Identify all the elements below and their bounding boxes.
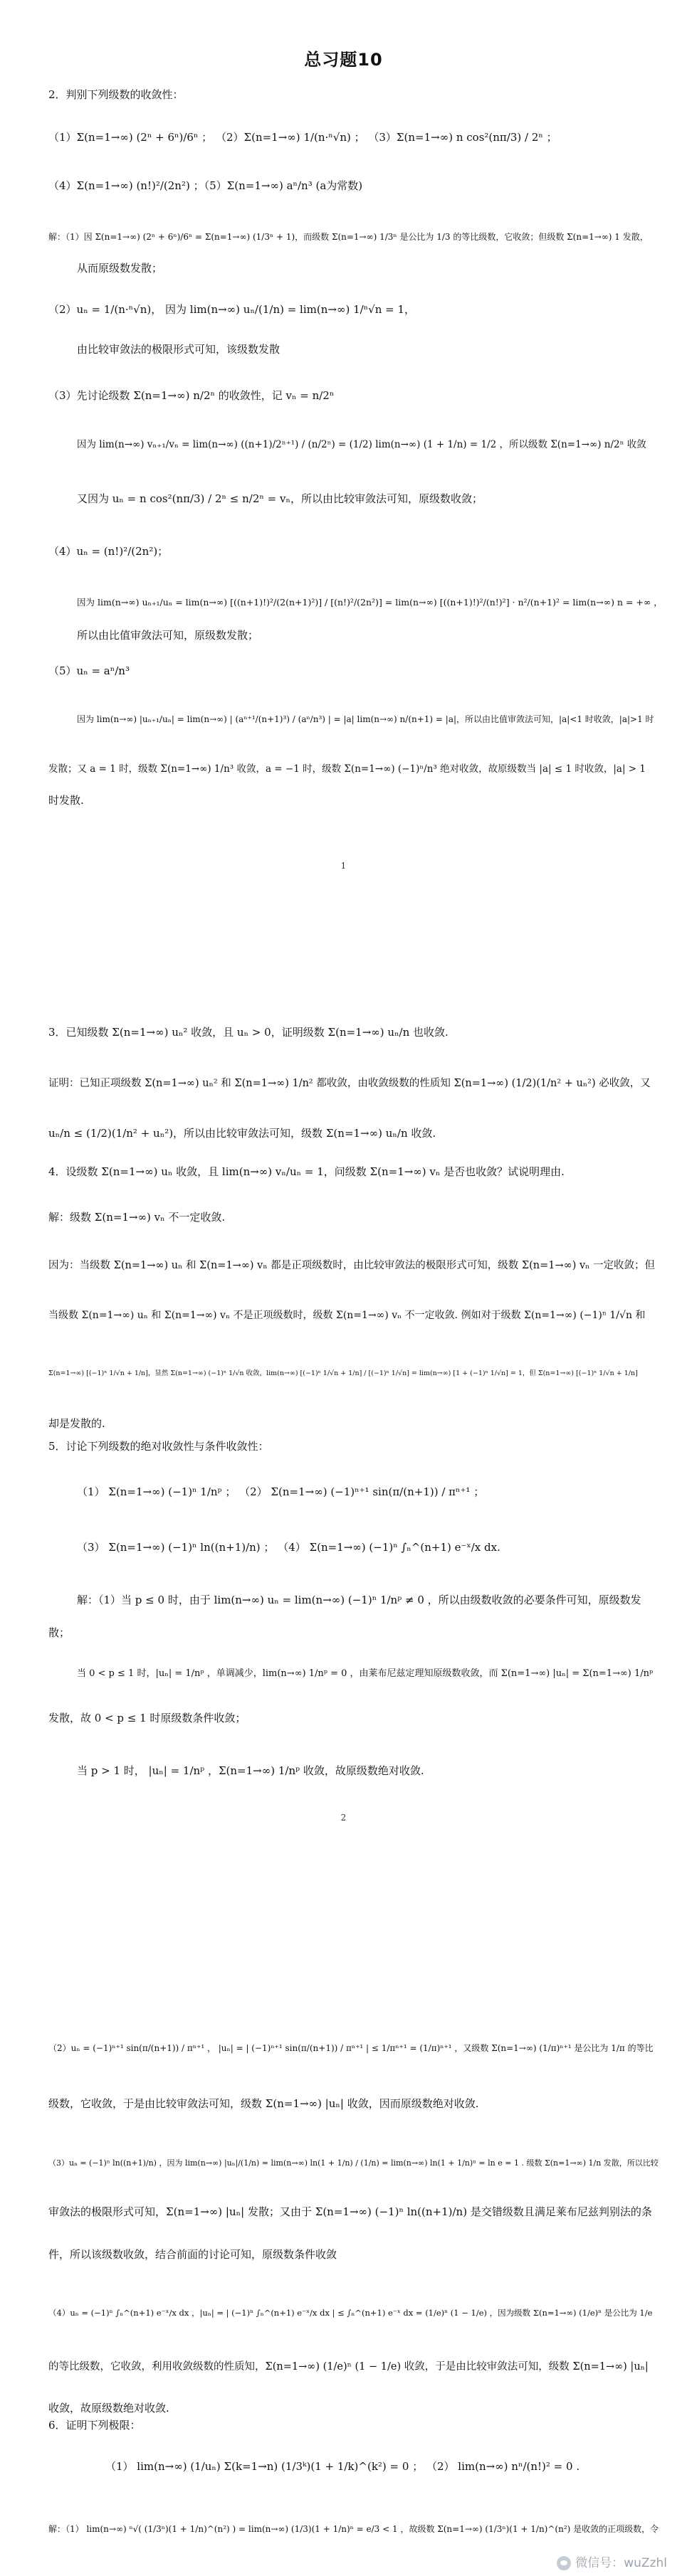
watermark xyxy=(557,2553,667,2570)
question-3-proof-line-2: uₙ/n ≤ (1/2)(1/n² + uₙ²)，所以由比较审敛法可知，级数 Σ(n=1→∞) uₙ/n 收敛. xyxy=(48,1127,436,1140)
question-5-items-row-2: （3） Σ(n=1→∞) (−1)ⁿ ln((n+1)/n) ； （4） Σ(n=1→∞) (−1)ⁿ ∫ₙ^(n+1) e⁻ˣ/x dx. xyxy=(77,1541,500,1554)
question-6: 6．证明下列极限： xyxy=(48,2419,141,2432)
question-2-items-row-1: （1）Σ(n=1→∞) (2ⁿ + 6ⁿ)/6ⁿ ； （2）Σ(n=1→∞) 1/(n·ⁿ√n) ； （3）Σ(n=1→∞) n cos²(nπ/3) / 2ⁿ ； xyxy=(48,131,557,144)
question-4-solution-line-4: Σ(n=1→∞) [(−1)ⁿ 1/√n + 1/n]，显然 Σ(n=1→∞) (−1)ⁿ 1/√n 收敛，lim(n→∞) [(−1)ⁿ 1/√n + 1/n] / [(−1)ⁿ 1/√n] = lim(n→∞) [1 + (−1)ⁿ 1/√n] = 1，但 Σ(n=1→∞) [(−1)ⁿ 1/√n + 1/n] xyxy=(48,1369,638,1377)
solution-2-1-line-1: 解：（1）因 Σ(n=1→∞) (2ⁿ + 6ⁿ)/6ⁿ = Σ(n=1→∞) (1/3ⁿ + 1)，而级数 Σ(n=1→∞) 1/3ⁿ 是公比为 1/3 的等比级数，它收敛；但级数 Σ(n=1→∞) 1 发散， xyxy=(48,232,649,242)
question-5-items-row-1: （1） Σ(n=1→∞) (−1)ⁿ 1/nᵖ ； （2） Σ(n=1→∞) (−1)ⁿ⁺¹ sin(π/(n+1)) / πⁿ⁺¹ ； xyxy=(77,1485,485,1498)
question-2-items-row-2: （4）Σ(n=1→∞) (n!)²/(2n²) ；（5）Σ(n=1→∞) aⁿ/n³ (a为常数) xyxy=(48,179,363,192)
solution-5-2-line-2: 级数，它收敛，于是由比较审敛法可知，级数 Σ(n=1→∞) |uₙ| 收敛，因而原级数绝对收敛. xyxy=(48,2097,479,2110)
question-5-solution-line-5: 当 p > 1 时， |uₙ| = 1/nᵖ ，Σ(n=1→∞) 1/nᵖ 收敛，故原级数绝对收敛. xyxy=(77,1764,424,1777)
solution-5-3-line-1: （3）uₙ = (−1)ⁿ ln((n+1)/n) ，因为 lim(n→∞) |uₙ|/(1/n) = lim(n→∞) ln(1 + 1/n) / (1/n) = lim(n→∞) ln(1 + 1/n)ⁿ = ln e = 1 . 级数 Σ(n=1→∞) 1/n 发散，所以比较 xyxy=(48,2158,659,2168)
question-2: 2．判别下列级数的收敛性： xyxy=(48,88,184,101)
solution-5-3-line-3: 件，所以该级数收敛，结合前面的讨论可知，原级数条件收敛 xyxy=(48,2248,337,2261)
solution-2-4-line-1: （4）uₙ = (n!)²/(2n²)； xyxy=(48,545,169,558)
page-number: 1 xyxy=(340,861,347,871)
solution-5-4-line-1: （4）uₙ = (−1)ⁿ ∫ₙ^(n+1) e⁻ˣ/x dx ，|uₙ| = | (−1)ⁿ ∫ₙ^(n+1) e⁻ˣ/x dx | ≤ ∫ₙ^(n+1) e⁻ˣ dx = (1/e)ⁿ (1 − 1/e) ，因为级数 Σ(n=1→∞) (1/e)ⁿ 是公比为 1/e xyxy=(48,2308,653,2318)
solution-5-4-line-2: 的等比级数，它收敛，利用收敛级数的性质知，Σ(n=1→∞) (1/e)ⁿ (1 − 1/e) 收敛，于是由比较审敛法可知，级数 Σ(n=1→∞) |uₙ| xyxy=(48,2361,649,2373)
question-5: 5．讨论下列级数的绝对收敛性与条件收敛性： xyxy=(48,1440,269,1453)
solution-2-3-line-2: 因为 lim(n→∞) vₙ₊₁/vₙ = lim(n→∞) ((n+1)/2ⁿ⁺¹) / (n/2ⁿ) = (1/2) lim(n→∞) (1 + 1/n) = 1/2 ，所以级数 Σ(n=1→∞) n/2ⁿ 收敛 xyxy=(77,439,646,450)
page-title: 总习题10 xyxy=(304,50,383,70)
solution-2-5-line-1: （5）uₙ = aⁿ/n³ xyxy=(48,664,130,677)
solution-2-4-line-2: 因为 lim(n→∞) uₙ₊₁/uₙ = lim(n→∞) [((n+1)!)²/(2(n+1)²)] / [(n!)²/(2n²)] = lim(n→∞) [((n+1)!)²/(n!)²] · n²/(n+1)² = lim(n→∞) n = +∞ ， xyxy=(77,597,663,608)
solution-2-5-line-4: 时发散. xyxy=(48,794,84,807)
question-4-solution-line-5: 却是发散的. xyxy=(48,1417,105,1430)
question-4-solution-line-3: 当级数 Σ(n=1→∞) uₙ 和 Σ(n=1→∞) vₙ 不是正项级数时，级数 Σ(n=1→∞) vₙ 不一定收敛. 例如对于级数 Σ(n=1→∞) (−1)ⁿ 1/√n 和 xyxy=(48,1310,646,1321)
question-6-items: （1） lim(n→∞) (1/uₙ) Σ(k=1→n) (1/3ᵏ)(1 + 1/k)^(k²) = 0 ； （2） lim(n→∞) nⁿ/(n!)² = 0 . xyxy=(105,2460,580,2473)
solution-5-3-line-2: 审敛法的极限形式可知，Σ(n=1→∞) |uₙ| 发散；又由于 Σ(n=1→∞) (−1)ⁿ ln((n+1)/n) 是交错级数且满足莱布尼兹判别法的条 xyxy=(48,2205,652,2218)
solution-2-2-line-1: （2）uₙ = 1/(n·ⁿ√n)， 因为 lim(n→∞) uₙ/(1/n) = lim(n→∞) 1/ⁿ√n = 1， xyxy=(48,303,416,316)
question-5-solution-line-1: 解：（1）当 p ≤ 0 时，由于 lim(n→∞) uₙ = lim(n→∞) (−1)ⁿ 1/nᵖ ≠ 0 ，所以由级数收敛的必要条件可知，原级数发 xyxy=(77,1594,641,1606)
watermark-text: 微信号：wuZzhl xyxy=(575,2556,667,2570)
solution-2-3-line-3: 又因为 uₙ = n cos²(nπ/3) / 2ⁿ ≤ n/2ⁿ = vₙ，所以由比较审敛法可知，原级数收敛； xyxy=(77,492,483,505)
question-5-solution-line-4: 发散，故 0 < p ≤ 1 时原级数条件收敛； xyxy=(48,1712,246,1724)
page-number: 2 xyxy=(340,1813,347,1823)
question-4-solution-line-2: 因为：当级数 Σ(n=1→∞) uₙ 和 Σ(n=1→∞) vₙ 都是正项级数时，由比较审敛法的极限形式可知，级数 Σ(n=1→∞) vₙ 一定收敛；但 xyxy=(48,1260,656,1271)
solution-2-5-line-3: 发散；又 a = 1 时，级数 Σ(n=1→∞) 1/n³ 收敛，a = −1 时，级数 Σ(n=1→∞) (−1)ⁿ/n³ 绝对收敛，故原级数当 |a| ≤ 1 时收敛，|a| > 1 xyxy=(48,763,646,775)
question-4: 4．设级数 Σ(n=1→∞) uₙ 收敛，且 lim(n→∞) vₙ/uₙ = 1，问级数 Σ(n=1→∞) vₙ 是否也收敛？试说明理由. xyxy=(48,1165,565,1178)
question-3: 3．已知级数 Σ(n=1→∞) uₙ² 收敛，且 uₙ > 0，证明级数 Σ(n=1→∞) uₙ/n 也收敛. xyxy=(48,1026,449,1039)
question-5-solution-line-3: 当 0 < p ≤ 1 时，|uₙ| = 1/nᵖ ，单调减少，lim(n→∞) 1/nᵖ = 0 ，由莱布尼兹定理知原级数收敛，而 Σ(n=1→∞) |uₙ| = Σ(n=1→∞) 1/nᵖ xyxy=(77,1668,654,1679)
solution-2-1-line-2: 从而原级数发散； xyxy=(77,262,163,275)
solution-5-4-line-3: 收敛，故原级数绝对收敛. xyxy=(48,2402,169,2415)
solution-2-5-line-2: 因为 lim(n→∞) |uₙ₊₁/uₙ| = lim(n→∞) | (aⁿ⁺¹/(n+1)³) / (aⁿ/n³) | = |a| lim(n→∞) n/(n+1) = |a|，所以由比值审敛法可知，|a|<1 时收敛，|a|>1 时 xyxy=(77,714,654,724)
question-4-solution-line-1: 解：级数 Σ(n=1→∞) vₙ 不一定收敛. xyxy=(48,1211,226,1224)
wechat-icon xyxy=(557,2556,571,2570)
solution-2-2-line-2: 由比较审敛法的极限形式可知，该级数发散 xyxy=(77,343,280,356)
question-5-solution-line-2: 散； xyxy=(48,1626,70,1639)
question-3-proof-line-1: 证明：已知正项级数 Σ(n=1→∞) uₙ² 和 Σ(n=1→∞) 1/n² 都收敛，由收敛级数的性质知 Σ(n=1→∞) (1/2)(1/n² + uₙ²) 必收敛，又 xyxy=(48,1078,651,1089)
question-6-solution-line-1: 解：（1） lim(n→∞) ⁿ√( (1/3ⁿ)(1 + 1/n)^(n²) ) = lim(n→∞) (1/3)(1 + 1/n)ⁿ = e/3 < 1 ，故级数 Σ(n=1→∞) (1/3ⁿ)(1 + 1/n)^(n²) 是收敛的正项级数，令 xyxy=(48,2524,659,2534)
solution-2-3-line-1: （3）先讨论级数 Σ(n=1→∞) n/2ⁿ 的收敛性，记 vₙ = n/2ⁿ xyxy=(48,389,335,402)
solution-2-4-line-3: 所以由比值审敛法可知，原级数发散； xyxy=(77,629,259,642)
solution-5-2-line-1: （2）uₙ = (−1)ⁿ⁺¹ sin(π/(n+1)) / πⁿ⁺¹ ， |uₙ| = | (−1)ⁿ⁺¹ sin(π/(n+1)) / πⁿ⁺¹ | ≤ 1/πⁿ⁺¹ = (1/π)ⁿ⁺¹ ，又级数 Σ(n=1→∞) (1/π)ⁿ⁺¹ 是公比为 1/π 的等比 xyxy=(48,2043,654,2053)
